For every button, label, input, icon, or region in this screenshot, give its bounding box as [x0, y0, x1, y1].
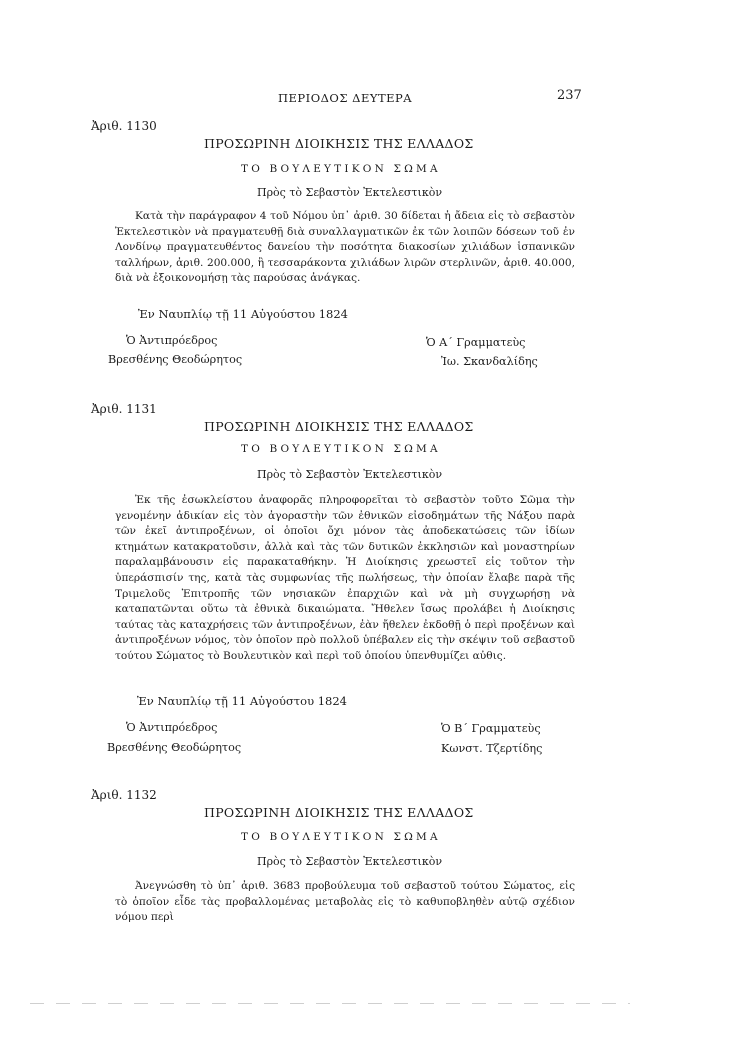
document-subheading: ΤΟ ΒΟΥΛΕΥΤΙΚΟΝ ΣΩΜΑ [241, 443, 441, 455]
signature-left-name: Βρεσθένης Θεοδώρητος [107, 741, 242, 754]
document-body: Ἀνεγνώσθη τὸ ὑπ᾽ ἀριθ. 3683 προβούλευμα τοῦ σεβαστοῦ τούτου Σώματος, εἰς τὸ ὁποῖον εἶδε τὰς προβαλλομένας μεταβολὰς εἰς τὸ καθυποβληθὲν αὐτῷ σχέδιον νόμου περὶ [115, 880, 575, 924]
signature-left-title: Ὁ Ἀντιπρόεδρος [126, 334, 218, 347]
signature-left-title: Ὁ Ἀντιπρόεδρος [126, 721, 218, 734]
scan-artifact [30, 1003, 630, 1004]
document-subheading: ΤΟ ΒΟΥΛΕΥΤΙΚΟΝ ΣΩΜΑ [241, 163, 441, 175]
document-number: Ἀριθ. 1132 [91, 788, 157, 802]
signature-right-name: Ἰω. Σκανδαλίδης [441, 355, 538, 368]
document-number: Ἀριθ. 1130 [91, 119, 157, 133]
page-number: 237 [557, 88, 582, 103]
document-subheading: ΤΟ ΒΟΥΛΕΥΤΙΚΟΝ ΣΩΜΑ [241, 831, 441, 843]
running-header: ΠΕΡΙΟΔΟΣ ΔΕΥΤΕΡΑ [278, 91, 413, 105]
signature-right-title: Ὁ Β´ Γραμματεὺς [441, 722, 541, 735]
place-date: Ἐν Ναυπλίῳ τῇ 11 Αὐγούστου 1824 [137, 694, 347, 708]
document-heading: ΠΡΟΣΩΡΙΝΗ ΔΙΟΙΚΗΣΙΣ ΤΗΣ ΕΛΛΑΔΟΣ [204, 419, 474, 434]
document-body: Ἐκ τῆς ἐσωκλείστου ἀναφορᾶς πληροφορεῖται τὸ σεβαστὸν τοῦτο Σῶμα τὴν γενομένην ἀδικίαν εἰς τὸν ἀγοραστὴν τῶν ἐθνικῶν εἰσοδημάτων τῆς Νάξου παρὰ τῶν ἐκεῖ ἀντιπροξένων, οἱ ὁποῖοι ὄχι μόνον τὰς ἀποδεκατώσεις τῶν ἰδίων κτημάτων κατακρατοῦσιν, ἀλλὰ καὶ τὰς τῶν δυτικῶν ἐκκλησιῶν καὶ μοναστηρίων παραλαμβάνουσιν εἰς παρακαταθήκην. Ἡ Διοίκησις χρεωστεῖ εἰς τοῦτον τὴν ὑπεράσπισίν της, κατὰ τὰς συμφωνίας τῆς πωλήσεως, τὴν ὁποίαν ἔλαβε παρὰ τῆς Τριμελοῦς Ἐπιτροπῆς τῶν νησιακῶν ἐπαρχιῶν καὶ νὰ μὴ συγχωρήσῃ νὰ καταπατῶνται οὕτω τὰ ἐθνικὰ δικαιώματα. Ἤθελεν ἴσως προλάβει ἡ Διοίκησις ταύτας τὰς καταχρήσεις τῶν ἀντιπροξένων, ἐὰν ἤθελεν ἐκδοθῇ ὁ περὶ προξένων καὶ ἀντιπροξένων νόμος, τὸν ὁποῖον πρὸ πολλοῦ ὑπέβαλεν εἰς τὴν σκέψιν τοῦ σεβαστοῦ τούτου Σώματος τὸ Βουλευτικὸν καὶ περὶ τοῦ ὁποίου ὑπενθυμίζει αὐθις. [115, 494, 575, 662]
document-heading: ΠΡΟΣΩΡΙΝΗ ΔΙΟΙΚΗΣΙΣ ΤΗΣ ΕΛΛΑΔΟΣ [204, 805, 474, 820]
document-number: Ἀριθ. 1131 [91, 402, 157, 416]
addressee-line: Πρὸς τὸ Σεβαστὸν Ἐκτελεστικὸν [257, 468, 443, 481]
document-heading: ΠΡΟΣΩΡΙΝΗ ΔΙΟΙΚΗΣΙΣ ΤΗΣ ΕΛΛΑΔΟΣ [204, 136, 474, 151]
addressee-line: Πρὸς τὸ Σεβαστὸν Ἐκτελεστικὸν [257, 186, 443, 199]
place-date: Ἐν Ναυπλίῳ τῇ 11 Αὐγούστου 1824 [138, 307, 348, 321]
signature-right-title: Ὁ Α´ Γραμματεὺς [426, 336, 526, 349]
signature-left-name: Βρεσθένης Θεοδώρητος [108, 353, 243, 366]
document-body: Κατὰ τὴν παράγραφον 4 τοῦ Νόμου ὑπ᾽ ἀριθ. 30 δίδεται ἡ ἄδεια εἰς τὸ σεβαστὸν Ἐκτελεστικὸν νὰ πραγματευθῇ διὰ συναλλαγματικῶν ἐκ τῶν λοιπῶν δόσεων τοῦ ἐν Λονδίνῳ πραγματευθέντος δανείου τὴν ποσότητα διακοσίων χιλιάδων ἱσπανικῶν ταλλήρων, ἀριθ. 200.000, ἢ τεσσαράκοντα χιλιάδων λιρῶν στερλινῶν, ἀριθ. 40.000, διὰ νὰ ἐξοικονομήσῃ τὰς παρούσας ἀνάγκας. [115, 210, 575, 285]
addressee-line: Πρὸς τὸ Σεβαστὸν Ἐκτελεστικὸν [257, 855, 443, 868]
signature-right-name: Κωνστ. Τζερτίδης [441, 742, 543, 755]
